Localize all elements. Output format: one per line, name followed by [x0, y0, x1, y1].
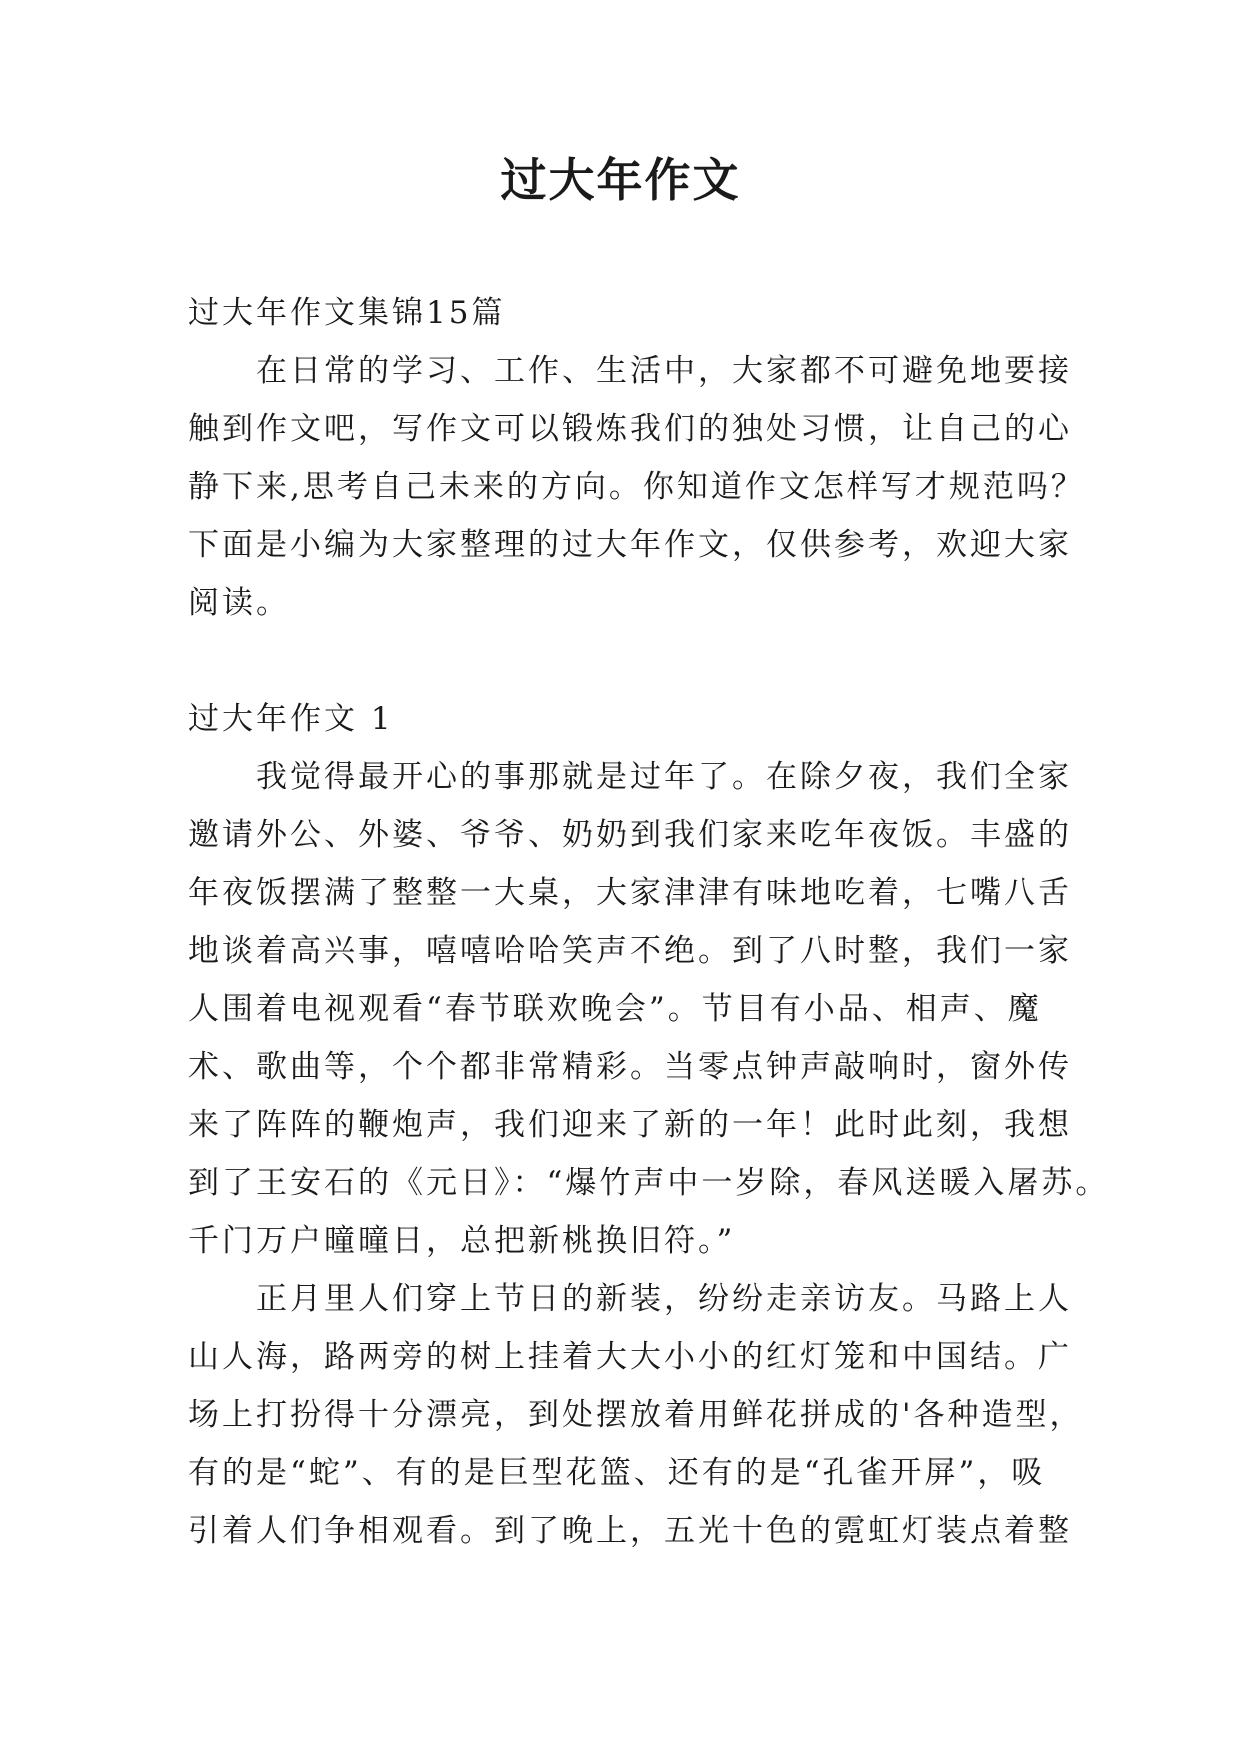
- essay-paragraph-1: [188, 748, 1110, 1270]
- paragraph-line: 有的是“蛇”、有的是巨型花篮、还有的是“孔雀开屏”，吸: [188, 1455, 1046, 1491]
- intro-paragraph: [188, 342, 1085, 632]
- paragraph-line: 山人海，路两旁的树上挂着大大小小的红灯笼和中国结。广: [188, 1339, 1072, 1375]
- paragraph-line: 在日常的学习、工作、生活中，大家都不可避免地要接: [256, 353, 1072, 389]
- paragraph-line: 术、歌曲等，个个都非常精彩。当零点钟声敲响时，窗外传: [188, 1049, 1072, 1085]
- section-spacer: [188, 632, 1053, 690]
- paragraph-line: 正月里人们穿上节日的新装，纷纷走亲访友。马路上人: [256, 1281, 1072, 1317]
- paragraph-line: 到了王安石的《元日》：“爆竹声中一岁除，春风送暖入屠苏。: [188, 1165, 1110, 1201]
- paragraph-line: 地谈着高兴事，嘻嘻哈哈笑声不绝。到了八时整，我们一家: [188, 933, 1072, 969]
- document-title: 过大年作文: [500, 153, 741, 207]
- paragraph-line: 人围着电视观看“春节联欢晚会”。节目有小品、相声、魔: [188, 991, 1042, 1027]
- paragraph-line: 千门万户曈曈日，总把新桃换旧符。”: [188, 1223, 736, 1259]
- essay-heading: 过大年作文 1: [188, 701, 394, 737]
- paragraph-line: 阅读。: [188, 585, 290, 621]
- paragraph-line: 邀请外公、外婆、爷爷、奶奶到我们家来吃年夜饭。丰盛的: [188, 817, 1072, 853]
- collection-subtitle: 过大年作文集锦15篇: [188, 295, 506, 331]
- paragraph-line: 触到作文吧，写作文可以锻炼我们的独处习惯，让自己的心: [188, 411, 1072, 447]
- document-body: [188, 284, 1110, 1560]
- paragraph-line: 场上打扮得十分漂亮，到处摆放着用鲜花拼成的'各种造型，: [188, 1397, 1084, 1433]
- paragraph-line: 来了阵阵的鞭炮声，我们迎来了新的一年！此时此刻，我想: [188, 1107, 1072, 1143]
- paragraph-line: 我觉得最开心的事那就是过年了。在除夕夜，我们全家: [256, 759, 1072, 795]
- essay-paragraph-2: [188, 1270, 1084, 1560]
- paragraph-line: 年夜饭摆满了整整一大桌，大家津津有味地吃着，七嘴八舌: [188, 875, 1072, 911]
- paragraph-line: 引着人们争相观看。到了晚上，五光十色的霓虹灯装点着整: [188, 1513, 1072, 1549]
- paragraph-line: 下面是小编为大家整理的过大年作文，仅供参考，欢迎大家: [188, 527, 1072, 563]
- paragraph-line: 静下来,思考自己未来的方向。你知道作文怎样写才规范吗？: [188, 469, 1085, 505]
